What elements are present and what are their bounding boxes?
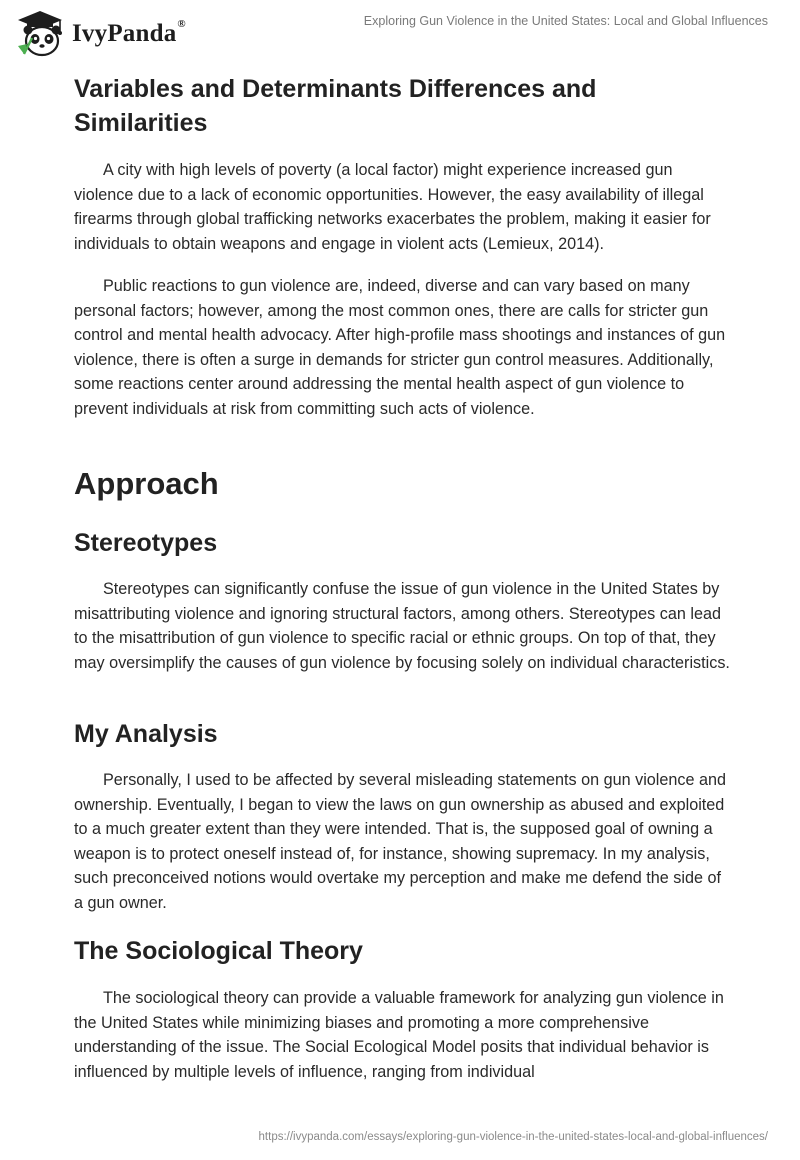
brand-name: IvyPanda® (72, 18, 186, 47)
section-heading-stereotypes: Stereotypes (74, 529, 218, 557)
paragraph: Stereotypes can significantly confuse the issue of gun violence in the United States by misattributing violence and ignoring structural factors, among others. Stereotypes can lead to the misattribution of gun violence to specific racial or ethnic groups. On top of that, they may oversimplify the causes of gun violence by focusing solely on individual characteristics. (74, 580, 730, 672)
paragraph: Personally, I used to be affected by several misleading statements on gun violence and ownership. Eventually, I began to view the laws on gun ownership as abused and exploited to a much greater extent than they were intended. That is, the supposed goal of owning a weapon is to protect oneself instead of, for instance, showing supremacy. In my analysis, such preconceived notions would overtake my perception and make me defend the side of a gun owner. (74, 771, 726, 912)
section-heading-variables: Variables and Determinants Differences and Similarities (74, 75, 597, 137)
panda-graduate-icon (14, 8, 66, 60)
source-url[interactable]: https://ivypanda.com/essays/exploring-gun-violence-in-the-united-states-local-and-global-influences/ (258, 1131, 768, 1143)
paragraph: Public reactions to gun violence are, indeed, diverse and can vary based on many personal factors; however, among the most common ones, there are calls for stricter gun control and mental health advocacy. After high-profile mass shootings and instances of gun violence, there is often a surge in demands for stricter gun control measures. Additionally, some reactions center around addressing the mental health aspect of gun violence to prevent individuals at risk from committing such acts of violence. (74, 277, 726, 418)
ivypanda-logo[interactable] (14, 8, 186, 60)
paragraph: The sociological theory can provide a valuable framework for analyzing gun violence in the United States while minimizing biases and promoting a more comprehensive understanding of the issue. The Social Ecological Model posits that individual behavior is influenced by multiple levels of influence, ranging from individual (74, 989, 724, 1081)
section-heading-approach: Approach (74, 466, 219, 501)
section-heading-my-analysis: My Analysis (74, 720, 218, 748)
registered-mark: ® (177, 18, 186, 30)
paragraph: A city with high levels of poverty (a local factor) might experience increased gun violence due to a lack of economic opportunities. However, the easy availability of illegal firearms through global trafficking networks exacerbates the problem, making it easier for individuals to obtain weapons and engage in violent acts (Lemieux, 2014). (74, 161, 711, 253)
page-header (0, 0, 800, 70)
section-heading-sociological-theory: The Sociological Theory (74, 937, 363, 965)
document-title: Exploring Gun Violence in the United States: Local and Global Influences (363, 14, 768, 28)
